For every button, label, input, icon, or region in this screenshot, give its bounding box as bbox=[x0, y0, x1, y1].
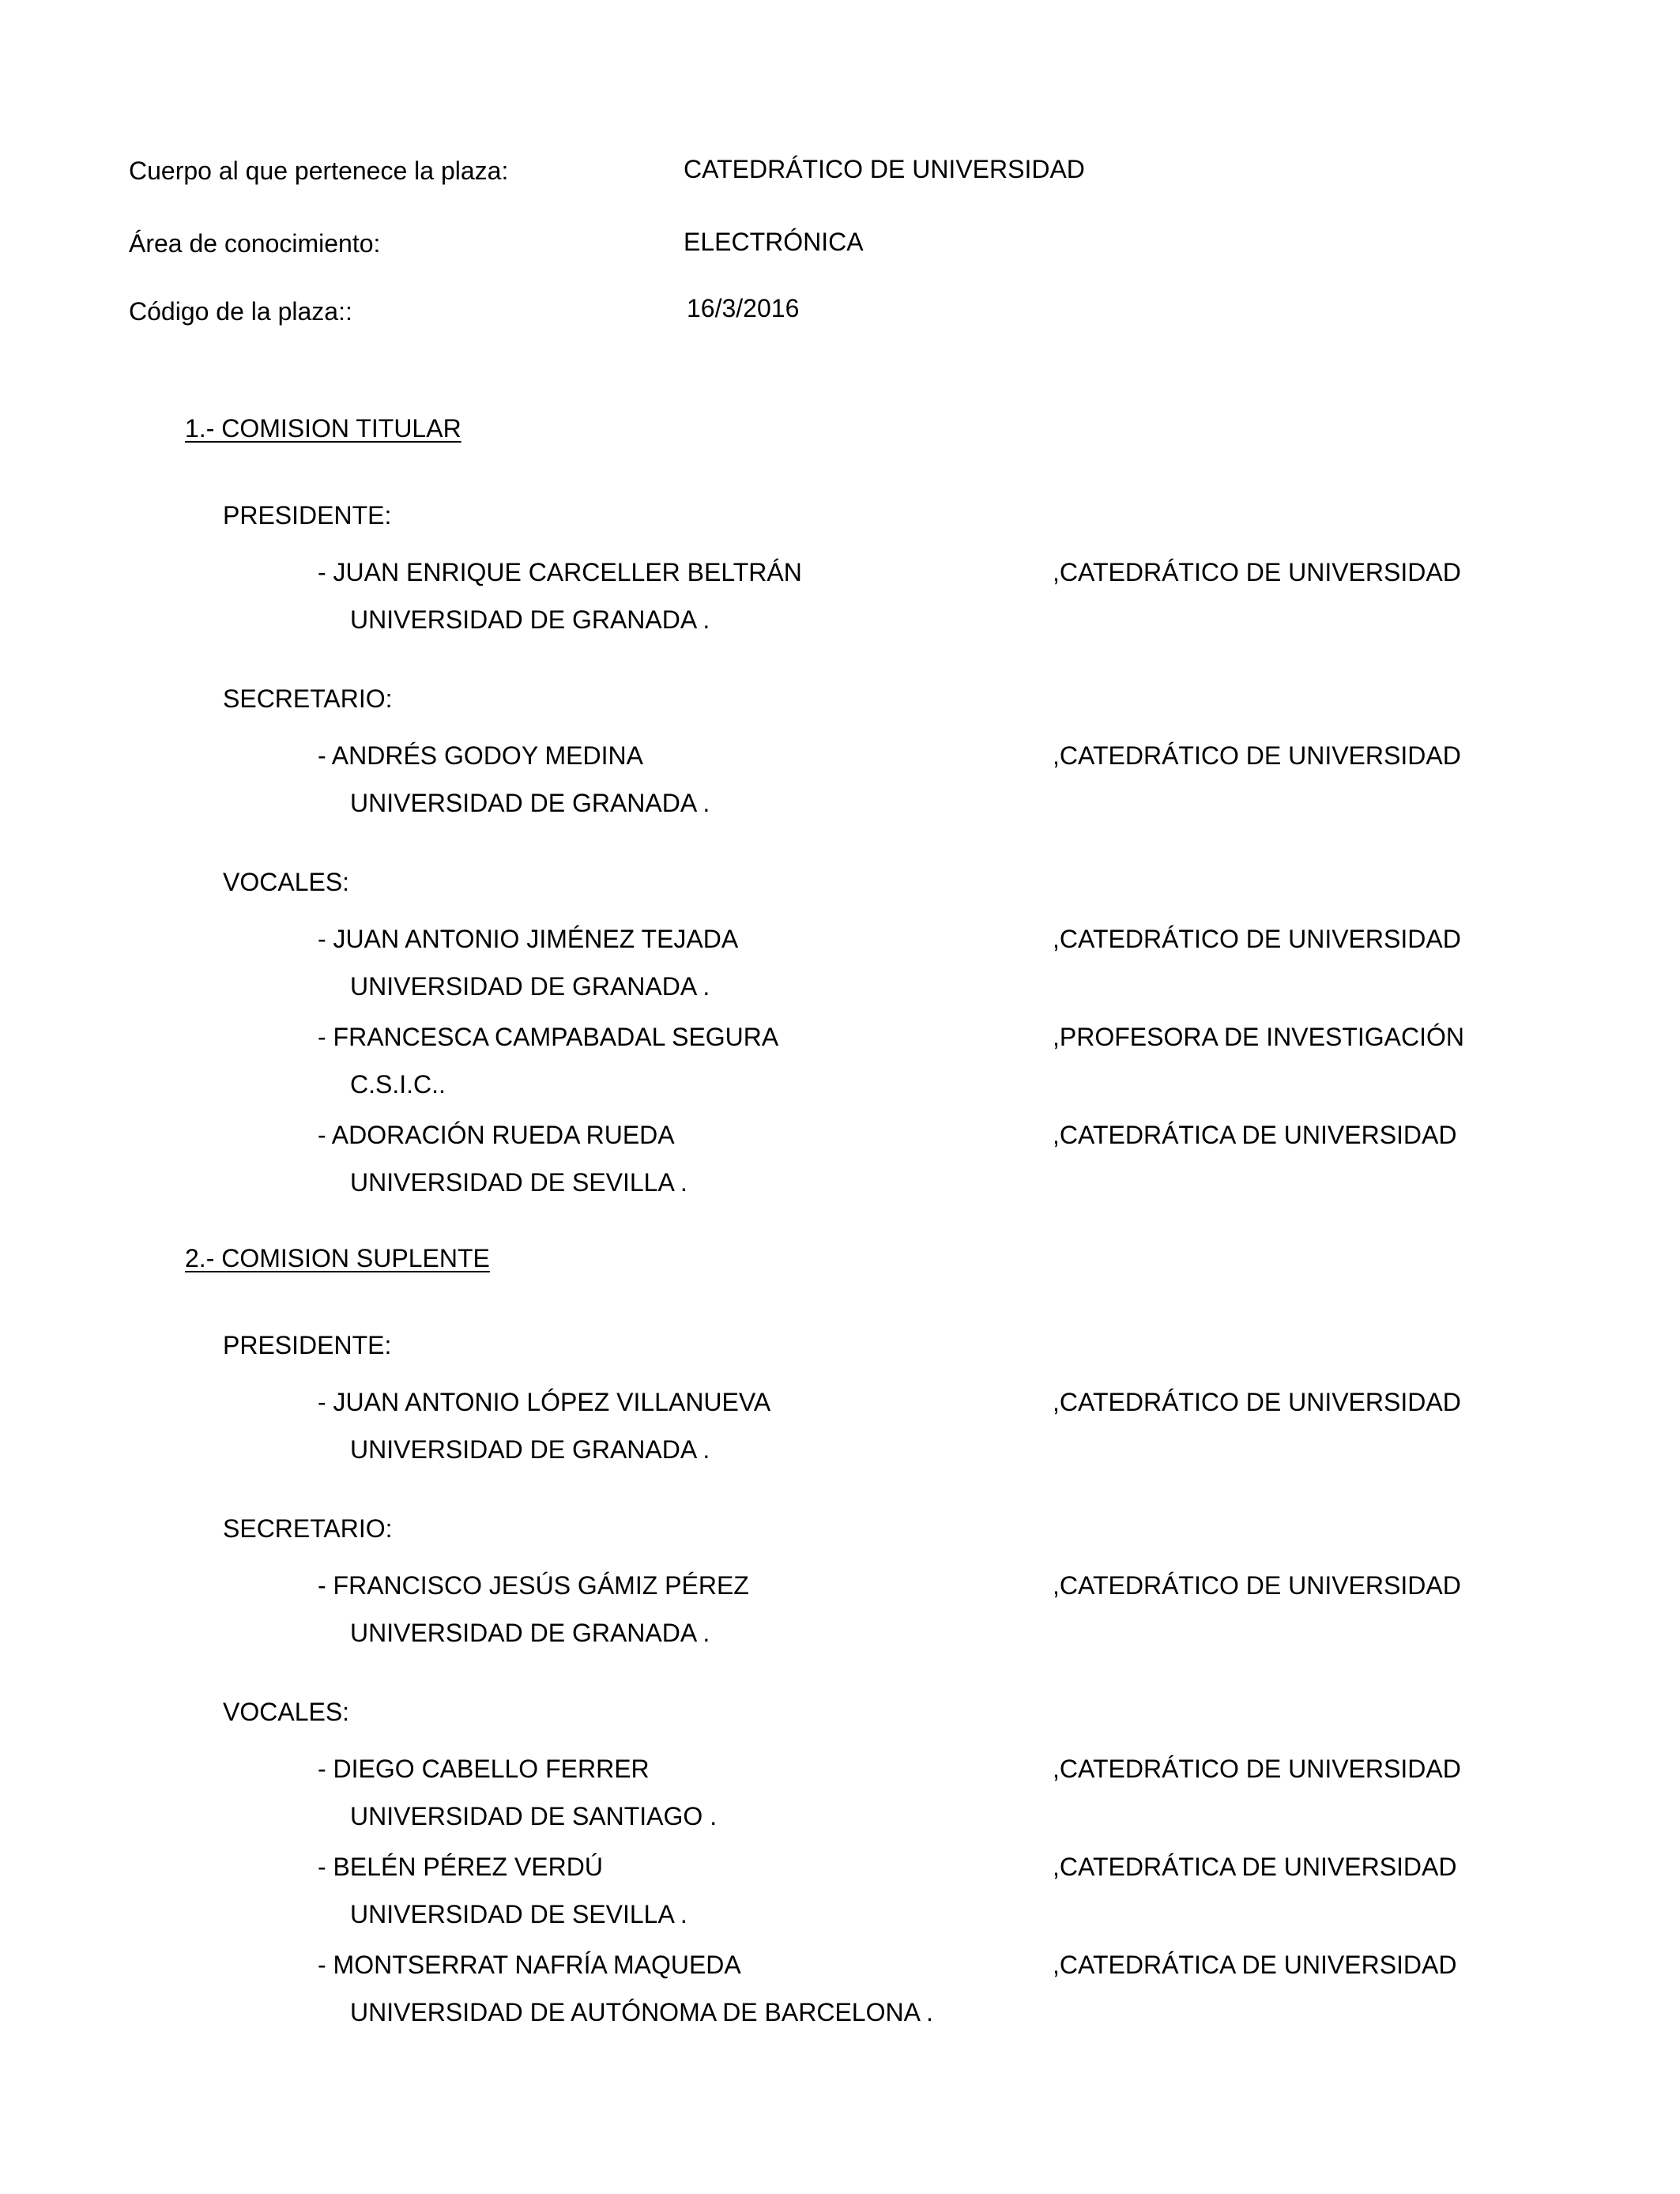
titular-heading: 1.- COMISION TITULAR bbox=[185, 414, 461, 443]
suplente-secretario-role: ,CATEDRÁTICO DE UNIVERSIDAD bbox=[1053, 1571, 1461, 1600]
titular-presidente-role: ,CATEDRÁTICO DE UNIVERSIDAD bbox=[1053, 558, 1461, 586]
cuerpo-value: CATEDRÁTICO DE UNIVERSIDAD bbox=[684, 155, 1085, 183]
suplente-vocal-2-institution: UNIVERSIDAD DE SEVILLA . bbox=[350, 1900, 687, 1928]
suplente-vocal-3-name: - MONTSERRAT NAFRÍA MAQUEDA bbox=[318, 1951, 741, 1979]
suplente-presidente-name: - JUAN ANTONIO LÓPEZ VILLANUEVA bbox=[318, 1388, 771, 1416]
area-value: ELECTRÓNICA bbox=[684, 228, 864, 256]
suplente-secretario-institution: UNIVERSIDAD DE GRANADA . bbox=[350, 1619, 710, 1647]
suplente-vocales-label: VOCALES: bbox=[223, 1698, 350, 1726]
titular-presidente-name: - JUAN ENRIQUE CARCELLER BELTRÁN bbox=[318, 558, 802, 586]
codigo-value: 16/3/2016 bbox=[687, 294, 800, 322]
suplente-vocal-3-role: ,CATEDRÁTICA DE UNIVERSIDAD bbox=[1053, 1951, 1457, 1979]
titular-secretario-label: SECRETARIO: bbox=[223, 684, 393, 713]
titular-secretario-name: - ANDRÉS GODOY MEDINA bbox=[318, 741, 643, 770]
suplente-vocal-2-role: ,CATEDRÁTICA DE UNIVERSIDAD bbox=[1053, 1853, 1457, 1881]
suplente-presidente-institution: UNIVERSIDAD DE GRANADA . bbox=[350, 1435, 710, 1464]
titular-presidente-institution: UNIVERSIDAD DE GRANADA . bbox=[350, 605, 710, 634]
suplente-vocal-2-name: - BELÉN PÉREZ VERDÚ bbox=[318, 1853, 603, 1881]
suplente-secretario-name: - FRANCISCO JESÚS GÁMIZ PÉREZ bbox=[318, 1571, 749, 1600]
area-label: Área de conocimiento: bbox=[129, 229, 381, 258]
titular-secretario-institution: UNIVERSIDAD DE GRANADA . bbox=[350, 789, 710, 817]
suplente-presidente-label: PRESIDENTE: bbox=[223, 1331, 392, 1359]
suplente-vocal-1-institution: UNIVERSIDAD DE SANTIAGO . bbox=[350, 1802, 718, 1830]
suplente-vocal-3-institution: UNIVERSIDAD DE AUTÓNOMA DE BARCELONA . bbox=[350, 1998, 933, 2026]
suplente-vocal-1-role: ,CATEDRÁTICO DE UNIVERSIDAD bbox=[1053, 1755, 1461, 1783]
titular-secretario-role: ,CATEDRÁTICO DE UNIVERSIDAD bbox=[1053, 741, 1461, 770]
titular-vocal-2-institution: C.S.I.C.. bbox=[350, 1070, 446, 1099]
cuerpo-label: Cuerpo al que pertenece la plaza: bbox=[129, 156, 509, 185]
titular-vocal-1-name: - JUAN ANTONIO JIMÉNEZ TEJADA bbox=[318, 925, 739, 953]
suplente-heading: 2.- COMISION SUPLENTE bbox=[185, 1244, 490, 1272]
codigo-label: Código de la plaza:: bbox=[129, 297, 352, 326]
titular-vocal-2-role: ,PROFESORA DE INVESTIGACIÓN bbox=[1053, 1023, 1464, 1051]
titular-vocal-3-institution: UNIVERSIDAD DE SEVILLA . bbox=[350, 1168, 687, 1197]
titular-vocales-label: VOCALES: bbox=[223, 868, 350, 896]
titular-vocal-2-name: - FRANCESCA CAMPABADAL SEGURA bbox=[318, 1023, 779, 1051]
suplente-presidente-role: ,CATEDRÁTICO DE UNIVERSIDAD bbox=[1053, 1388, 1461, 1416]
suplente-vocal-1-name: - DIEGO CABELLO FERRER bbox=[318, 1755, 650, 1783]
titular-vocal-3-role: ,CATEDRÁTICA DE UNIVERSIDAD bbox=[1053, 1121, 1457, 1149]
titular-vocal-1-role: ,CATEDRÁTICO DE UNIVERSIDAD bbox=[1053, 925, 1461, 953]
titular-vocal-1-institution: UNIVERSIDAD DE GRANADA . bbox=[350, 972, 710, 1001]
titular-vocal-3-name: - ADORACIÓN RUEDA RUEDA bbox=[318, 1121, 675, 1149]
suplente-secretario-label: SECRETARIO: bbox=[223, 1514, 393, 1543]
titular-presidente-label: PRESIDENTE: bbox=[223, 501, 392, 530]
